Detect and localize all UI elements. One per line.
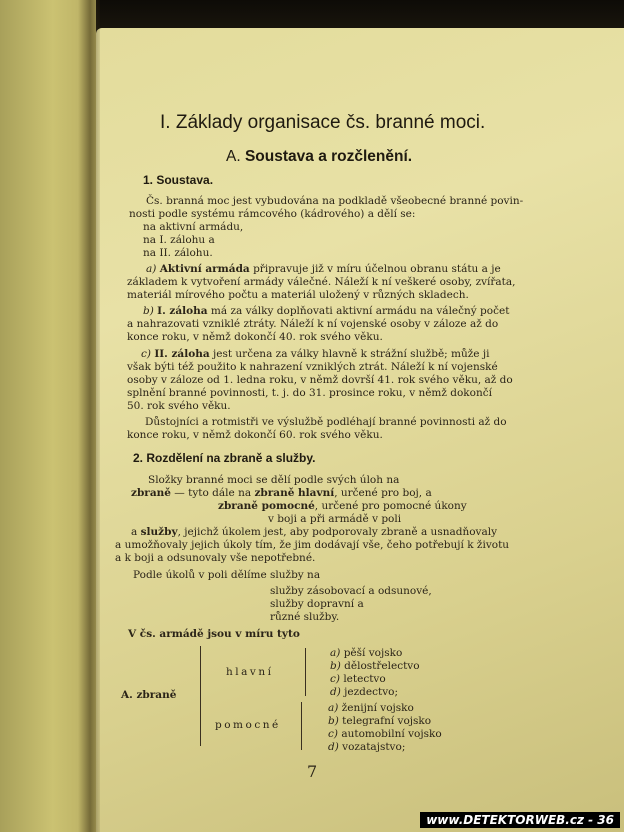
pomocne-item-2: b) telegrafní vojsko [328, 715, 432, 727]
section-a-letter: A. [226, 148, 241, 165]
armada-intro: V čs. armádě jsou v míru tyto [128, 628, 300, 640]
part-line-1: na aktivní armádu, [143, 221, 244, 233]
term-zaloha-1: I. záloha [157, 305, 208, 317]
officers-line-1: Důstojníci a rotmistři ve výslužbě podléhají branné povinnosti až do [145, 416, 507, 428]
watermark-label: www.DETEKTORWEB.cz - 36 [420, 812, 620, 828]
zaloha-2-line-5: 50. rok svého věku. [127, 400, 231, 412]
division-line-2: zbraně — tyto dále na zbraně hlavní, určené pro boj, a [131, 487, 432, 499]
hlavni-item-2: b) dělostřelectvo [330, 660, 420, 672]
pomocne-item-3: c) automobilní vojsko [328, 728, 442, 740]
pomocne-item-1: a) ženijní vojsko [328, 702, 414, 714]
hlavni-item-1: a) pěší vojsko [330, 647, 403, 659]
intro-line-1: Čs. branná moc jest vybudována na podkladě všeobecné branné povin- [146, 195, 524, 207]
division-line-4: v boji a při armádě v poli [268, 513, 402, 525]
chapter-title: I. Základy organisace čs. branné moci. [160, 112, 486, 133]
term-zaloha-2: II. záloha [154, 348, 210, 360]
part-line-2: na I. zálohu a [143, 234, 215, 246]
zaloha-2-line-3: osoby v záloze od 1. ledna roku, v němž dovrší 41. rok svého věku, až do [127, 374, 513, 386]
division-line-3: zbraně pomocné, určené pro pomocné úkony [218, 500, 467, 512]
table-root-zbrane: A. zbraně [121, 689, 177, 701]
service-line-3: různé služby. [270, 611, 340, 623]
page-number: 7 [307, 762, 318, 781]
zaloha-1-line-1: b) I. záloha má za války doplňovati aktivní armádu na válečný počet [143, 305, 510, 317]
aktivni-armada-line-3: materiál mírového počtu a materiál uložený v různých skladech. [127, 289, 469, 301]
hlavni-item-3: c) letectvo [330, 673, 386, 685]
brace-hlavni [305, 648, 310, 696]
zaloha-1-line-3: konce roku, v němž dokončí 40. rok svého věku. [127, 331, 383, 343]
term-zbrane: zbraně [131, 487, 171, 499]
division-line-6: a umožňovaly jejich úkoly tím, že jim dodávají vše, čeho potřebují k životu [115, 539, 510, 551]
term-aktivni-armada: Aktivní armáda [159, 263, 250, 275]
division-line-5: a služby, jejichž úkolem jest, aby podporovaly zbraně a usnadňovaly [131, 526, 498, 538]
pomocne-item-4: d) vozatajstvo; [328, 741, 406, 753]
item-letter-b: b) [143, 305, 154, 317]
division-line-7: a k boji a odsunovaly vše nepotřebné. [115, 552, 316, 564]
table-label-pomocne: pomocné [215, 719, 281, 731]
intro-line-2: nosti podle systému rámcového (kádrového) a dělí se: [129, 208, 416, 220]
section-a-heading [226, 148, 413, 165]
zaloha-2-line-2: však býti též použito k nahrazení vzniklých ztrát. Náleží k ní vojenské [127, 361, 498, 373]
aktivni-armada-line-2: základem k vytvoření armády válečné. Náleží k ní veškeré osoby, zvířata, [127, 276, 516, 288]
hlavni-item-4: d) jezdectvo; [330, 686, 398, 698]
item-letter-a: a) [146, 263, 157, 275]
division-line-1: Složky branné moci se dělí podle svých úloh na [148, 474, 400, 486]
brace-root [200, 646, 205, 746]
term-zbrane-pomocne: zbraně pomocné [218, 500, 315, 512]
service-line-1: služby zásobovací a odsunové, [270, 585, 432, 597]
services-intro: Podle úkolů v poli dělíme služby na [133, 569, 321, 581]
term-sluzby: služby [140, 526, 178, 538]
aktivni-armada-line-1: a) Aktivní armáda připravuje již v míru účelnou obranu státu a je [146, 263, 501, 275]
part-line-3: na II. zálohu. [143, 247, 213, 259]
item-letter-c: c) [141, 348, 151, 360]
term-zbrane-hlavni: zbraně hlavní [254, 487, 335, 499]
service-line-2: služby dopravní a [270, 598, 364, 610]
table-label-hlavni: hlavní [226, 666, 274, 678]
zaloha-1-line-2: a nahrazovati vzniklé ztráty. Náleží k ní vojenské osoby v záloze až do [127, 318, 499, 330]
officers-line-2: konce roku, v němž dokončí 60. rok svého věku. [127, 429, 383, 441]
brace-pomocne [301, 702, 306, 750]
subsection-1-title: 1. Soustava. [143, 173, 214, 187]
section-a-title: Soustava a rozčlenění. [244, 148, 413, 165]
subsection-2-title: 2. Rozdělení na zbraně a služby. [133, 451, 316, 465]
zaloha-2-line-4: splnění branné povinnosti, t. j. do 31. prosince roku, v němž dokončí [127, 387, 492, 399]
zaloha-2-line-1: c) II. záloha jest určena za války hlavně k strážní službě; může ji [141, 348, 490, 360]
